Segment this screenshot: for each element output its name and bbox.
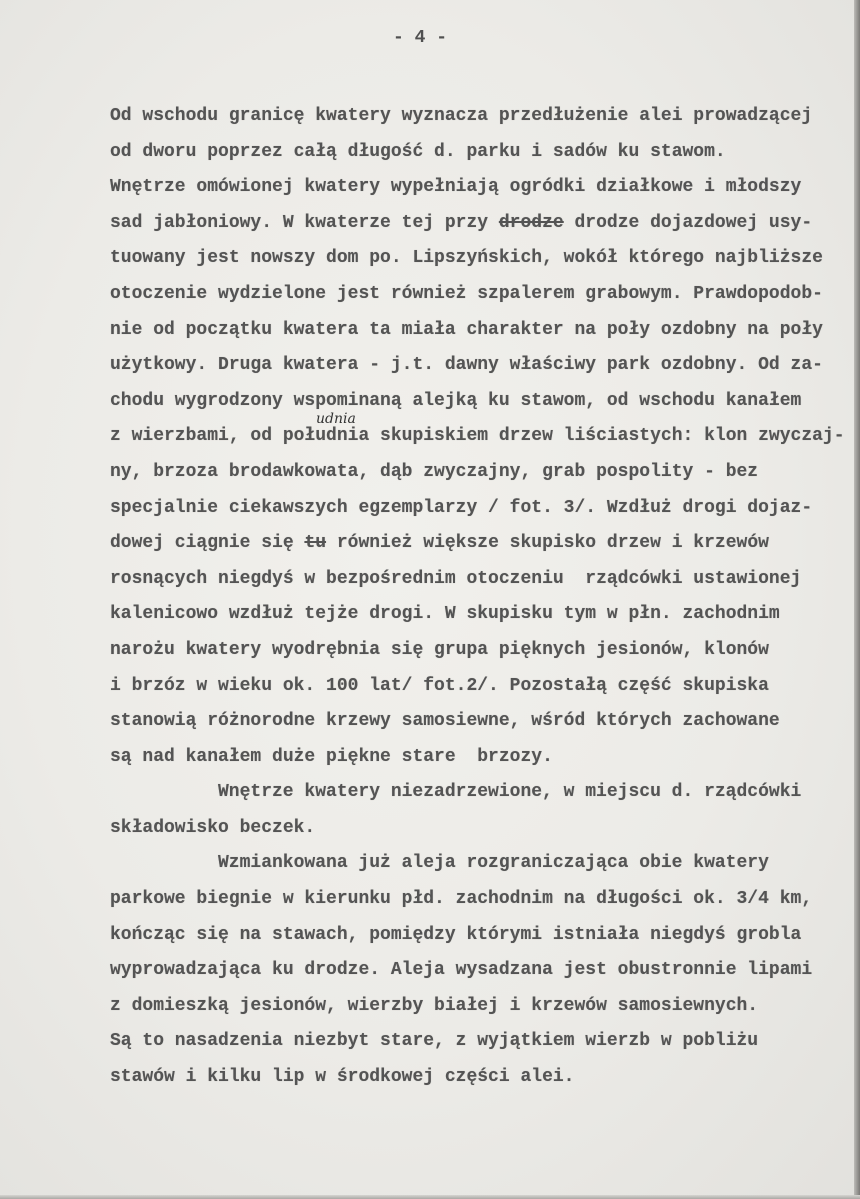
document-body [110, 99, 855, 1096]
text-line: z domieszką jesionów, wierzby białej i krzewów samosiewnych. [110, 995, 759, 1016]
text-line [110, 526, 855, 562]
struck-out-word: drodze [498, 212, 564, 233]
text-line: są nad kanałem duże piękne stare brzozy. [110, 746, 553, 767]
text-line: stanowią różnorodne krzewy samosiewne, wśród których zachowane [110, 711, 780, 732]
text-line: Wnętrze omówionej kwatery wypełniają ogródki działkowe i młodszy [110, 177, 802, 198]
text-line: od dworu poprzez całą długość d. parku i sadów ku stawom. [110, 141, 726, 162]
handwritten-correction: udnia [316, 411, 356, 428]
text-segment: dowej ciągnie się [110, 533, 305, 554]
text-line: otoczenie wydzielone jest również szpalerem grabowym. Prawdopodob- [110, 283, 823, 304]
text-line: wyprowadzająca ku drodze. Aleja wysadzana jest obustronnie lipami [110, 960, 813, 981]
text-line: chodu wygrodzony wspominaną alejką ku stawom, od wschodu kanałem [110, 390, 802, 411]
text-line [110, 206, 855, 242]
text-line: i brzóz w wieku ok. 100 lat/ fot.2/. Pozostałą część skupiska [110, 675, 769, 696]
text-line: Są to nasadzenia niezbyt stare, z wyjątkiem wierzb w pobliżu [110, 1031, 759, 1052]
page-number: - 4 - [392, 28, 447, 48]
text-segment: sad jabłoniowy. W kwaterze tej przy [110, 212, 499, 233]
paper-edge-bottom [0, 1195, 860, 1199]
text-line: parkowe biegnie w kierunku płd. zachodnim na długości ok. 3/4 km, [110, 889, 813, 910]
text-line: użytkowy. Druga kwatera - j.t. dawny właściwy park ozdobny. Od za- [110, 355, 823, 376]
text-line: nie od początku kwatera ta miała charakter na poły ozdobny na poły [110, 319, 823, 340]
text-segment: z wierzbami, od południa skupiskiem drzew liściastych: klon zwyczaj- [110, 426, 845, 447]
text-line: narożu kwatery wyodrębnia się grupa pięknych jesionów, klonów [110, 639, 769, 660]
paragraph-start-line: Wzmiankowana już aleja rozgraniczająca obie kwatery [218, 853, 769, 874]
text-line: tuowany jest nowszy dom po. Lipszyńskich, wokół którego najbliższe [110, 248, 823, 269]
text-line [110, 411, 855, 455]
text-segment: również większe skupisko drzew i krzewów [326, 533, 769, 554]
text-line: rosnących niegdyś w bezpośrednim otoczeniu rządcówki ustawionej [110, 568, 802, 589]
text-segment: drodze dojazdowej usy- [563, 212, 813, 233]
text-line: specjalnie ciekawszych egzemplarzy / fot. 3/. Wzdłuż drogi dojaz- [110, 497, 813, 518]
paragraph-start-line: Wnętrze kwatery niezadrzewione, w miejscu d. rządcówki [218, 782, 802, 803]
text-line: ny, brzoza brodawkowata, dąb zwyczajny, grab pospolity - bez [110, 461, 759, 482]
text-line: kalenicowo wzdłuż tejże drogi. W skupisku tym w płn. zachodnim [110, 604, 780, 625]
text-line: Od wschodu granicę kwatery wyznacza przedłużenie alei prowadzącej [110, 106, 813, 126]
text-line: kończąc się na stawach, pomiędzy którymi istniała niegdyś grobla [110, 924, 802, 945]
struck-out-word: tu [304, 533, 327, 554]
text-line: składowisko beczek. [110, 817, 316, 838]
text-line: stawów i kilku lip w środkowej części alei. [110, 1067, 575, 1088]
